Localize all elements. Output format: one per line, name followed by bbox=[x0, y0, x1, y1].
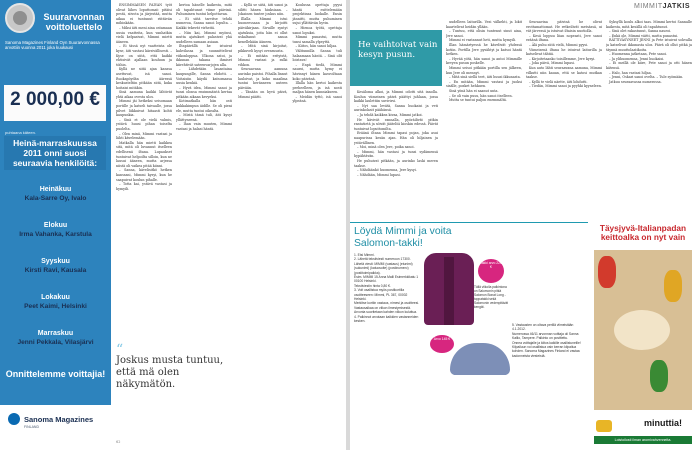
paragraph: – Hyvä idea, Mimmi sanoi ja tunsi olonsa ensimmäistä kertaa pitkään aikaan kevyeksi. bbox=[176, 85, 232, 99]
paragraph: – Hyvää yötä, hän sanoi ja antoi Mimmille kevyen pusun poskelle. bbox=[446, 56, 522, 66]
paragraph: – Moi, minä olen Jere, poika sanoi. bbox=[357, 145, 415, 150]
paragraph: – Mimmi, hän vastasi ja tunsi sydämensä hypähtävän. bbox=[354, 149, 438, 159]
plate-icon bbox=[614, 310, 670, 350]
paragraph: ENSIMMÄISEN PÄIVÄN työt olivat lähes loputtomat: pitäisi pestä, siivota ja järjestää, mutta aikaa ei tuntunut riittävän mihinkään. bbox=[116, 3, 172, 26]
shoe-image bbox=[450, 343, 510, 375]
paragraph: Mimmi punastui, mutta tunsi samalla ylpeyttä. bbox=[292, 35, 342, 44]
paragraph: – Sanna, kävelisitkö hetken kanssani, Mimmi kysyi, kun he saapuivat koulun pihalle. bbox=[116, 168, 172, 182]
paragraph: Syksyllä koulu alkoi taas. Mimmi kertoi Sannalle kaikesta, mitä kesällä oli tapahtunut. bbox=[606, 20, 692, 29]
brand-logo-icon bbox=[596, 420, 612, 432]
paragraph: – Kirjoitetaanko toisillemme, Jere kysyi. bbox=[529, 56, 596, 61]
winner-month: Lokakuu bbox=[41, 294, 70, 301]
logo-country: FINLAND bbox=[24, 425, 39, 429]
paragraph: – Olen minä, Mimmi vastasi ja lähti kävelemään. bbox=[116, 131, 172, 141]
paragraph: Sinä yönä hän ei saanut unta. bbox=[449, 88, 499, 93]
food-ad bbox=[590, 222, 696, 450]
paragraph: Jatkuu seuraavassa numerossa. bbox=[609, 79, 662, 84]
article-column bbox=[526, 20, 602, 218]
sweepstakes-ad bbox=[0, 0, 111, 446]
paragraph: – Sinä et ole vielä valmis, ystävä huusi pihan toiselta puolelta. bbox=[116, 117, 172, 132]
brand-prefix: MIMMIT bbox=[633, 3, 663, 10]
paragraph: – Ei mitään erityistä, Mimmi vastasi ja sulki vihkon. bbox=[238, 53, 288, 67]
paragraph: Tekstiviestin hinta 0,80 €. bbox=[354, 283, 391, 288]
logo-name: Sanoma Magazines bbox=[24, 415, 94, 424]
paragraph: – Tuntuu, että olisin tuntenut sinut aina, Jere sanoi. bbox=[446, 29, 522, 38]
paragraph: Kilpailuun voi osallistua vain kerran kilpailua kohden. Sanoma Magazines Finland ei vastaa kadonneista viesteistä. bbox=[512, 345, 580, 358]
pull-quote-text: Joskus musta tuntuu, että mä olen näkymätön. bbox=[116, 355, 224, 390]
pull-quote bbox=[116, 342, 228, 391]
food-image bbox=[594, 250, 692, 410]
minutes-text: minuttia! bbox=[644, 418, 682, 428]
paragraph: – Ja ylihuomenna, Jenni huokaisi. bbox=[609, 56, 665, 61]
right-page bbox=[350, 0, 696, 450]
ad-subtitle: Sanoma Magazines Finland Oyn Suurarvonnassa arvottiin vuonna 2011 joka kuukausi bbox=[5, 40, 100, 51]
award-badge-icon bbox=[5, 3, 35, 33]
sanoma-logo bbox=[0, 405, 111, 446]
paragraph: Iltapäivällä he istuivat kahvilassa ja suunnittelivat viikonloppua. Ulkona satoi, ja ikkunan takana ihmiset kiirehtivät sateenvarjojen alla. bbox=[176, 44, 232, 67]
paragraph: 5. Vastausten on oltava perillä viimeistään 4.1.2012. bbox=[512, 323, 574, 332]
paragraph: Mimmi jäi hetkeksi seisomaan portille ja katseli taivaalle, jossa pilvet liikkuivat hitaasti kohti kaupunkia. bbox=[116, 99, 172, 118]
paragraph: Mutta se tuntui paljon enemmältä. bbox=[449, 98, 507, 103]
paragraph: kertoa hänelle kaikesta, mitä oli tapahtunut viime päivinä. Puhuminen tuntui helpottavan. bbox=[176, 3, 232, 17]
article-title: He vaihtoivat vain kesyn pusun. bbox=[358, 40, 438, 60]
paragraph: Mimmi seisoi pitkään portilla sen jälkeen, kun Jere oli mennyt. bbox=[446, 65, 522, 75]
paragraph: – Niin kai, Mimmi myönsi, mutta ajatukset palasivat yhä uudelleen samaan asiaan. bbox=[176, 30, 232, 44]
paragraph: Mimmi ei vastannut heti, mutta hymyili. bbox=[449, 38, 517, 43]
jacket-image bbox=[424, 253, 474, 325]
jacket-price-tag: Takki arvo 220 € bbox=[478, 259, 504, 283]
paragraph: – Lähdetään lauantaina kaupungille, Sanna ehdotti. – Voitaisiin käydä katsomassa uusia kenkiä. bbox=[176, 67, 232, 86]
paragraph: – Nähdäänkö huomenna, Jere kysyi. bbox=[357, 168, 417, 173]
paragraph: – Ei siitä tarvitse tehdä numeroa, Sanna sanoi lopulta. – Kaikki tekevät virheitä. bbox=[176, 16, 232, 30]
winner-name: Kirsti Ravi, Kausala bbox=[24, 267, 87, 274]
prize-amount-sub: puhtaana käteen. bbox=[5, 130, 36, 135]
paragraph: – Halo, han vastasi hiljaa. bbox=[609, 70, 652, 75]
ad-title: Suurarvonnan voittoluettelo bbox=[43, 12, 105, 32]
contest-rules bbox=[512, 323, 584, 447]
paragraph: Kun auto lähti seuraavana aamuna, Mimmi vilkutti niin kauan, että se katosi mutkan taakse. bbox=[526, 65, 602, 80]
left-page bbox=[0, 0, 346, 450]
paragraph: – Ja tehdä kaikkea kivaa, Mimmi jatkoi. bbox=[357, 112, 423, 117]
winner-month: Heinäkuu bbox=[39, 186, 72, 193]
paragraph: Illalla Mimmi istui huoneessaan ja kirjoitti päiväkirjaan. Sivuille syntyi ajatuksia, joita hän ei ollut uskaltanut sanoa kenellekään ääneen. bbox=[238, 16, 288, 44]
prize-amount: 2 000,00 € bbox=[4, 85, 106, 121]
paragraph: – Nyt saa levätä, Sanna huokaisi ja veti aurinkolasit päähänsä. bbox=[354, 103, 438, 113]
winner-name: Jenni Pekkala, Vilasjärvi bbox=[17, 339, 94, 346]
paragraph: RÄTTIVÄSYNEET JENNI ja Pete istuivat sohvalla ja katselivat ikkunasta ulos. Päivä oli ollut pitkä ja täynnä muuttolaatikoita. bbox=[606, 38, 692, 52]
paragraph: Matkalla hän mietti kaikkea sitä, mitä oli luvannut itselleen edellisenä iltana. Lupaukset tuntuivat helpoilta silloin, kun ne lausui ääneen, mutta arjessa niistä oli vaikea pitää kiinni. bbox=[116, 140, 172, 168]
paragraph: Vastausaikaa on viikon ilmestymisestä. Arvonta suoritetaan kahden viikon kuluttua. bbox=[354, 305, 418, 315]
article-column bbox=[354, 90, 438, 218]
paragraph: Sinä aamuna kaikki lähtivät yhtä aikaa ovesta ulos. bbox=[116, 90, 172, 99]
paragraph: – Ihan vain muuten, Mimmi vastasi ja halasi häntä. bbox=[176, 122, 232, 132]
paragraph: – Kyllä se siitä, äiti sanoi ja silitti hänen hiuksiaan. – Jokainen tuntee joskus niin. bbox=[238, 3, 288, 17]
paragraph: Viimeisenä iltana he istuivat laiturilla ja katselivat tähtiä. bbox=[526, 47, 602, 57]
paragraph: Kyllä ne siitä ajan kanssa asettuvat, isä sanoi. Ruokapöydän ääressä keskusteltiin pitkään siitä, kuka hoitaisi mitäkin. bbox=[116, 67, 172, 90]
paragraph: 2. Lähetä tekstiviesti numeroon 17300. bbox=[354, 257, 411, 262]
paragraph: – Tiedän, Mimmi sanoi ja pyyhki kyyneleen. bbox=[529, 84, 602, 89]
winner-name: Kala-Sarre Oy, Ivalo bbox=[24, 195, 87, 202]
paragraph: – Mitä sinä kirjoitat, pikkuveli kysyi ovensuusta. bbox=[238, 44, 288, 53]
paragraph: Koulussa opettaja pyysi häntä esittelemään projektinsa luokalle. Ensin jännitti, mutta puhuminen sujui yllättävän hyvin. bbox=[292, 3, 342, 26]
paragraph: – Totta kai, ystävä vastasi ja hymyili. bbox=[116, 182, 172, 191]
winner-name: Irma Vahanka, Karstula bbox=[19, 231, 92, 238]
shoe-price-tag: Arvo 145 € bbox=[430, 335, 454, 353]
paragraph: – Se oli vain pusu, hän sanoi itselleen. bbox=[449, 93, 513, 98]
contest-rules bbox=[354, 253, 420, 447]
prize-callout: Tällä viikolla palkintona on Salomonin pitkä Salomon Bonat Long -toppatakki sekä Salomonin vedenpitävät kengät. bbox=[474, 285, 509, 309]
paragraph: Onnea voittajalle ja kiitos kaikille osallistuneille! bbox=[512, 340, 581, 345]
paragraph: Seuraavina päivinä he olivat erottamattomat. He retkeilivät metsässä, ui vät järvessä ja istuivat iltaisin nuotiolla. bbox=[526, 20, 602, 34]
pepper-icon bbox=[598, 256, 616, 288]
quote-icon: “ bbox=[116, 342, 124, 358]
paragraph: – Kesä loppuu liian nopeasti, Jere sanoi eräänä iltana. bbox=[526, 33, 602, 43]
paragraph: – Mitä sinä siellä teet, äiti huusi ikkunasta. bbox=[449, 75, 521, 80]
paragraph: 4. Palkinnot arvotaan kaikkien vastanneiden kesken. bbox=[354, 314, 419, 324]
article-column bbox=[446, 20, 522, 218]
contest-box bbox=[350, 222, 588, 450]
paragraph: Välitunnilla Sanna tuli halaamaan häntä. – Sinä olit loistava! bbox=[292, 48, 342, 63]
paragraph: – Huomenna jatketaan, Pete sanoi. bbox=[609, 52, 667, 57]
paragraph: 3. Voit osallistua myös postikortilla osoitteeseen: Mimmi, PL 367, 00002 Helsinki. bbox=[354, 288, 408, 302]
paragraph: – Ei meillä ole kiire, Pete sanoi ja otti hänen kätensä. bbox=[606, 61, 692, 70]
paragraph: – Nähdään, Mimmi lupasi. bbox=[357, 172, 401, 177]
paragraph: – Hienoa työtä, opettaja sanoi lopuksi. bbox=[292, 25, 342, 35]
paragraph: Illan hämärtyessä he kävelivät yhdessä kotiin. Portilla Jere pysähtyi ja katsoi häntä hetken. bbox=[446, 42, 522, 57]
paragraph: – Kyllä te vielä näette, äiti lohdutti. bbox=[529, 79, 588, 84]
paragraph: – Joka päivä, Mimmi lupasi. bbox=[529, 61, 575, 66]
paragraph: Eräänä iltana Mimmi tapasi pojan, joka asui naapurissa kesän ajan. Hän oli hiljainen ja ystävällinen. bbox=[354, 131, 438, 145]
paragraph: – En mitään, Mimmi vastasi ja juoksi sisälle, posket hehkuen. bbox=[446, 79, 522, 89]
paragraph: Illalla hän kertoi kaikesta perheelleen, ja isä nosti maljan hänen kunniakseen. bbox=[292, 81, 342, 95]
paragraph: – Tänään on hyvä päivä, Mimmi päätti. bbox=[238, 90, 288, 99]
paragraph: He kävivät rannalla, pyöräilivät pitkin rantatietä ja söivät jäätelöä kioskin edessä. Päivät tuntuivat loputtomilta. bbox=[354, 117, 438, 131]
article-column bbox=[116, 3, 172, 343]
winner-month: Elokuu bbox=[43, 222, 68, 229]
paragraph: – Enpä tiedä, Mimmi nauroi, mutta hymy ei hävinnyt hänen kasvoiltaan koko päivänä. bbox=[292, 62, 342, 81]
congrats-text: Onnittelemme voittajia! bbox=[5, 369, 106, 379]
paragraph: – Ei tässä nyt vaatteista ole kyse, äiti vastasi kärsivällisesti. – Kyse on siitä, että kaikki ehtisivät ajallaan kouluun ja töihin. bbox=[116, 44, 172, 67]
paragraph: – Enkä ole, Mimmi väitti, mutta punastui. bbox=[609, 33, 679, 38]
pepper-icon bbox=[650, 360, 668, 392]
article-column-top bbox=[354, 20, 438, 29]
winner-name: Peet Kaimi, Helsinki bbox=[24, 303, 87, 310]
food-ad-footer: Loistoilosti ilman aromivahvenneita. bbox=[594, 436, 692, 444]
winner-month: Syyskuu bbox=[41, 258, 70, 265]
paragraph: 1. Etsi Mimmi. bbox=[354, 253, 375, 257]
paragraph: Merkitse kortiin vastaus, nimesi ja osoitteesi. bbox=[354, 301, 420, 306]
contest-title: Löydä Mimmi ja voita Salomon-takki! bbox=[354, 226, 452, 249]
paragraph: Numerossa 46/11 arvonnan voittaja oli Sanna Kallio, Tampere. Palkinto on postitettu. bbox=[512, 331, 579, 341]
paragraph: He puhuivat pitkään, ja aurinko laski meren taakse. bbox=[354, 158, 438, 168]
winner-month: Marraskuu bbox=[37, 330, 74, 337]
page-number: 62 bbox=[116, 440, 121, 444]
paragraph: Lähetä viesti: MIMMI (vastaus) (etunimi) (sukunimi) (katuosoite) (postinumero) (postitoimipaikka). bbox=[354, 261, 413, 275]
paragraph: – Mistä tämä tuli, äiti kysyi yllättyneenä. bbox=[176, 113, 232, 122]
article-column bbox=[606, 20, 692, 218]
article-column bbox=[238, 3, 342, 403]
paragraph: Esim. MIMMI 15 Anna Malli Esimerkkikatu 1 00100 Helsinki. bbox=[354, 275, 419, 284]
paragraph: uudelleen laiturilla. Vesi välkehti, ja lokit kaartelivat heidän yllään. bbox=[446, 20, 522, 29]
section-brand bbox=[634, 3, 690, 10]
food-ad-title: Täysjyvä-Italianpadan keittoalka on nyt vain bbox=[599, 223, 687, 243]
winners-headline: Heinä-marraskuussa 2011 onni suosi seuraavia henkilöitä: bbox=[4, 136, 106, 170]
paragraph: – Kiitos, hän sanoi hiljaa. bbox=[295, 44, 338, 49]
paragraph: Kesäloma alkoi, ja Mimmi odotti sitä innolla. Koulun viimeinen päivä päättyi juhlaan, jossa kaikki laulettiin suvivirsi. bbox=[354, 90, 438, 104]
logo-icon bbox=[8, 413, 20, 425]
paragraph: – Jenni, Oskari sanoi ovelta. – Tule syömään. bbox=[609, 75, 684, 80]
paragraph: – Sinä olet rakastunut, Sanna nauroi. bbox=[609, 29, 672, 34]
paragraph: Seuraavana aamuna aurinko paistoi. Pihalla linnut lauloivat, ja koko maailma tuntui heränneen uuteen päivään. bbox=[238, 67, 288, 90]
paragraph: – Miksi äiti meni aina ostamaan uusia vaatteita, kun vanhatkin vielä kelpasivat, Mimmi mietti ääneen. bbox=[116, 25, 172, 44]
paragraph: – Meidän tyttö, isä sanoi ylpeänä. bbox=[292, 94, 342, 104]
pepper-icon bbox=[664, 270, 682, 302]
paragraph: – Älä puhu siitä vielä, Mimmi pyysi. bbox=[529, 42, 589, 47]
paragraph: Kotimatkalla hän osti kukkakimpun äidille. Se oli pieni ele, mutta tuntui oikealta. bbox=[176, 99, 232, 113]
brand-suffix: JATKIS bbox=[662, 3, 690, 10]
article-column bbox=[176, 3, 232, 343]
